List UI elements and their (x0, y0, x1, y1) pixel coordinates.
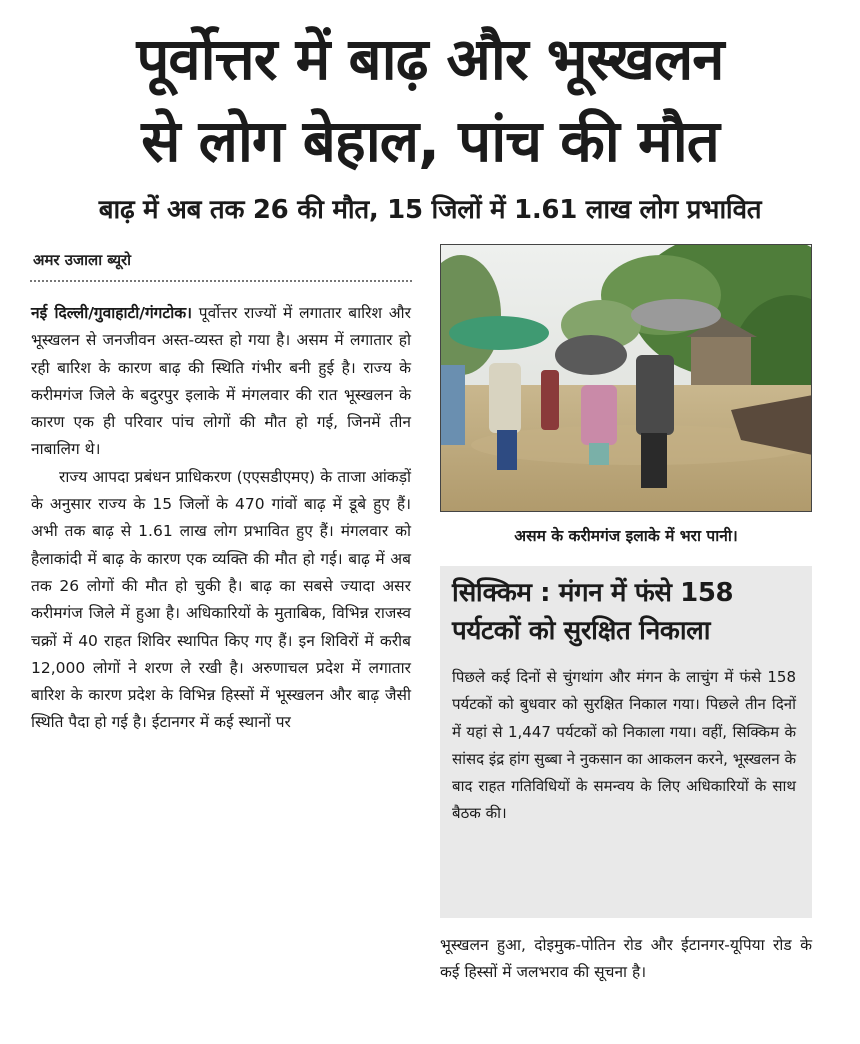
headline-line-2: से लोग बेहाल, पांच की मौत (141, 107, 719, 175)
article-left-column (31, 300, 411, 737)
sidebar-title: सिक्किम : मंगन में फंसे 158 पर्यटकों को सुरक्षित निकाला (452, 578, 734, 646)
dateline: नई दिल्ली/गुवाहाटी/गंगटोक। (31, 304, 193, 322)
byline-divider (30, 280, 412, 282)
article-paragraph-1-text: पूर्वोत्तर राज्यों में लगातार बारिश और भूस्खलन से जनजीवन अस्त-व्यस्त हो गया है। असम में लगातार हो रही बारिश के कारण बाढ़ की स्थिति गंभीर बनी हुई है। राज्य के करीमगंज जिले के बदुरपुर इलाके में मंगलवार की रात भूस्खलन के कारण एक ही परिवार पांच लोगों की मौत हो गई, जिनमें तीन नाबालिग थे। (31, 304, 411, 459)
photo-caption: असम के करीमगंज इलाके में भरा पानी। (514, 527, 738, 545)
article-continuation: भूस्खलन हुआ, दोइमुक-पोतिन रोड और ईटानगर-यूपिया रोड के कई हिस्सों में जलभराव की सूचना है। (440, 936, 812, 982)
headline-line-1: पूर्वोत्तर में बाढ़ और भूस्खलन (136, 25, 724, 93)
subheadline: बाढ़ में अब तक 26 की मौत, 15 जिलों में 1.61 लाख लोग प्रभावित (98, 195, 762, 225)
article-paragraph-2: राज्य आपदा प्रबंधन प्राधिकरण (एएसडीएमए) के ताजा आंकड़ों के अनुसार राज्य के 15 जिलों के 470 गांवों बाढ़ में डूबे हुए हैं। अभी तक बाढ़ से 1.61 लाख लोग प्रभावित हुए हैं। मंगलवार को हैलाकांदी में बाढ़ के कारण एक व्यक्ति की मौत हो गई। बाढ़ में अब तक 26 लोगों की मौत हो चुकी है। बाढ़ का सबसे ज्यादा असर करीमगंज जिले में हुआ है। अधिकारियों के मुताबिक, विभिन्न राजस्व चक्रों में 40 राहत शिविर स्थापित किए गए हैं। इन शिविरों में करीब 12,000 लोगों ने शरण ले रखी है। अरुणाचल प्रदेश में लगातार बारिश के कारण प्रदेश के विभिन्न हिस्सों में भूस्खलन और बाढ़ जैसी स्थिति पैदा हो गई है। ईटानगर में कई स्थानों पर (31, 467, 411, 732)
byline: अमर उजाला ब्यूरो (33, 251, 132, 269)
flood-photo (440, 244, 812, 512)
sidebar-body: पिछले कई दिनों से चुंगथांग और मंगन के लाचुंग में फंसे 158 पर्यटकों को बुधवार को सुरक्षित निकाल गया। पिछले तीन दिनों में यहां से 1,447 पर्यटकों को निकाला गया। वहीं, सिक्किम के सांसद इंद्र हांग सुब्बा ने नुकसान का आकलन करने, भूस्खलन के बाद राहत गतिविधियों के समन्वय के लिए अधिकारियों के साथ बैठक की। (452, 668, 796, 823)
article-paragraph-1 (31, 300, 411, 464)
sidebar-box (440, 566, 812, 918)
